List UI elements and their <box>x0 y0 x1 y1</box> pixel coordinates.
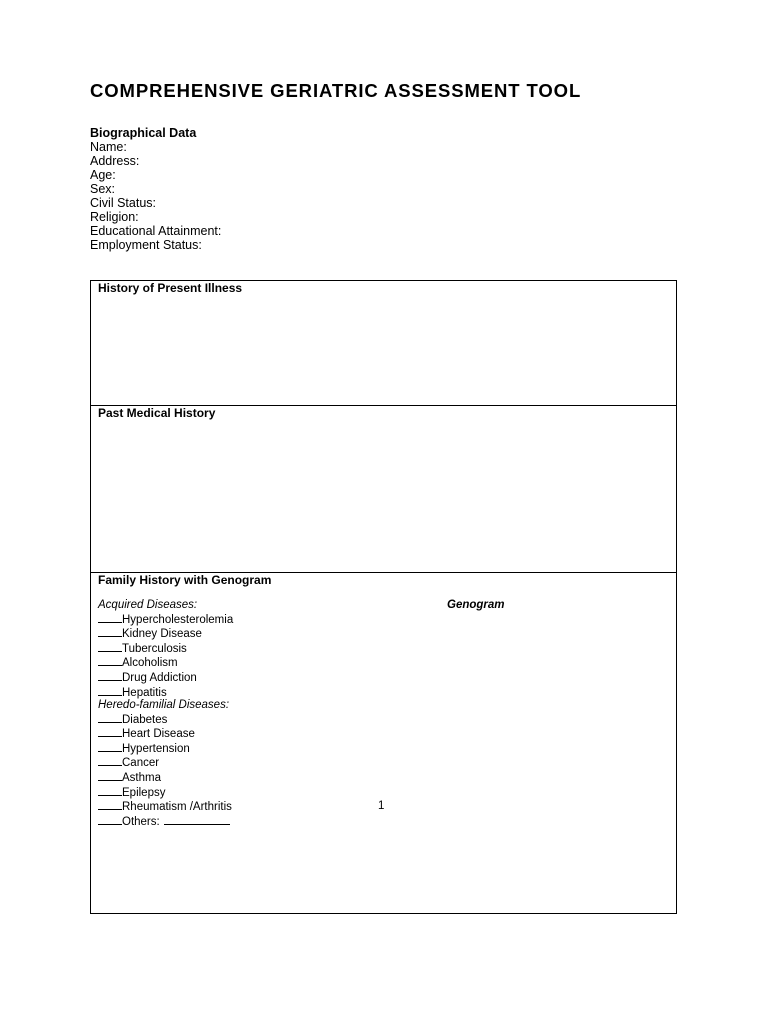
list-item <box>98 685 233 700</box>
biographical-data <box>90 126 221 252</box>
item-label: Diabetes <box>122 713 168 726</box>
field-address: Address: <box>90 154 140 168</box>
item-label: Hypercholesterolemia <box>122 613 234 626</box>
heredo-familial-diseases-list <box>98 699 232 828</box>
checkbox-blank[interactable] <box>98 755 122 766</box>
heredo-familial-caption: Heredo-familial Diseases: <box>98 699 230 711</box>
item-label: Kidney Disease <box>122 628 202 641</box>
item-label: Rheumatism /Arthritis <box>122 801 232 814</box>
item-label: Hepatitis <box>122 686 167 699</box>
acquired-diseases-caption: Acquired Diseases: <box>98 599 198 611</box>
others-blank[interactable] <box>164 814 230 825</box>
checkbox-blank[interactable] <box>98 655 122 666</box>
list-item <box>98 626 233 641</box>
list-item <box>98 755 232 770</box>
checkbox-blank[interactable] <box>98 814 122 825</box>
field-religion: Religion: <box>90 210 139 224</box>
checkbox-blank[interactable] <box>98 685 122 696</box>
field-age: Age: <box>90 168 116 182</box>
past-medical-heading: Past Medical History <box>98 406 216 420</box>
item-label: Epilepsy <box>122 786 166 799</box>
present-illness-heading: History of Present Illness <box>98 281 243 295</box>
present-illness-section <box>91 281 676 406</box>
checkbox-blank[interactable] <box>98 641 122 652</box>
acquired-diseases-list <box>98 599 233 699</box>
family-history-heading: Family History with Genogram <box>98 573 272 587</box>
page-number: 1 <box>378 800 385 812</box>
checkbox-blank[interactable] <box>98 670 122 681</box>
item-label: Asthma <box>122 771 161 784</box>
item-label: Heart Disease <box>122 728 195 741</box>
field-civil-status: Civil Status: <box>90 196 156 210</box>
checkbox-blank[interactable] <box>98 726 122 737</box>
list-item <box>98 814 232 829</box>
assessment-table <box>90 280 677 914</box>
field-employment-status: Employment Status: <box>90 238 202 252</box>
field-sex: Sex: <box>90 182 116 196</box>
item-label: Others: <box>122 815 160 828</box>
list-item <box>98 741 232 756</box>
checkbox-blank[interactable] <box>98 799 122 810</box>
biographical-heading: Biographical Data <box>90 126 197 140</box>
checkbox-blank[interactable] <box>98 626 122 637</box>
list-item <box>98 670 233 685</box>
list-item <box>98 712 232 727</box>
genogram-label: Genogram <box>447 599 505 611</box>
list-item <box>98 770 232 785</box>
checkbox-blank[interactable] <box>98 612 122 623</box>
list-item <box>98 655 233 670</box>
checkbox-blank[interactable] <box>98 770 122 781</box>
item-label: Cancer <box>122 757 160 770</box>
past-medical-section <box>91 406 676 573</box>
item-label: Alcoholism <box>122 657 178 670</box>
item-label: Tuberculosis <box>122 642 187 655</box>
list-item <box>98 799 232 814</box>
field-educational-attainment: Educational Attainment: <box>90 224 222 238</box>
list-item <box>98 612 233 627</box>
checkbox-blank[interactable] <box>98 741 122 752</box>
field-name: Name: <box>90 140 127 154</box>
item-label: Drug Addiction <box>122 671 197 684</box>
list-item <box>98 726 232 741</box>
list-item <box>98 785 232 800</box>
page-title: COMPREHENSIVE GERIATRIC ASSESSMENT TOOL <box>90 80 582 101</box>
checkbox-blank[interactable] <box>98 785 122 796</box>
family-history-section <box>91 573 676 913</box>
list-item <box>98 641 233 656</box>
checkbox-blank[interactable] <box>98 712 122 723</box>
item-label: Hypertension <box>122 742 190 755</box>
